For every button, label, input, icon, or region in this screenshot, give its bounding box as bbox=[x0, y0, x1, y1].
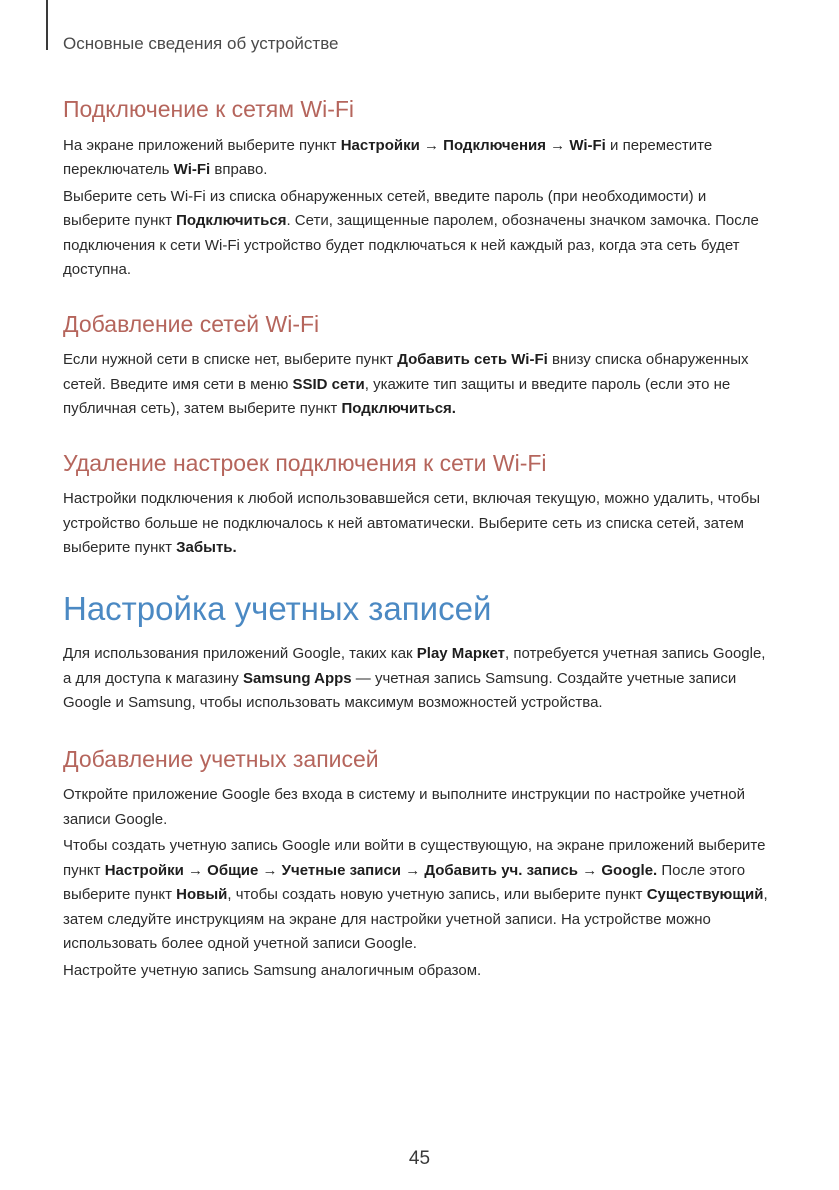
paragraph-wifi-connect-1 bbox=[63, 134, 775, 183]
text: внизу списка обнаруженных сетей. Введите имя сети в меню bbox=[63, 351, 749, 393]
text: Настройки подключения к любой использовавшейся сети, включая текущую, можно удалить, чтобы устройство больше не подключалось к ней автоматически. Выберите сеть из списка сетей, затем выберите пункт bbox=[63, 490, 761, 557]
menu-term: Учетные записи bbox=[281, 861, 402, 879]
paragraph-wifi-forget-1 bbox=[63, 487, 775, 561]
arrow: → bbox=[183, 861, 208, 879]
text: , чтобы создать новую учетную запись, или выберите пункт bbox=[227, 886, 647, 904]
text: вправо. bbox=[210, 161, 268, 179]
menu-term: Play Маркет bbox=[416, 645, 505, 663]
text: Откройте приложение Google без входа в систему и выполните инструкции по настройке учетной записи Google. bbox=[63, 786, 745, 828]
arrow: → bbox=[545, 136, 570, 154]
arrow: → bbox=[419, 136, 444, 154]
menu-term: Google. bbox=[601, 861, 658, 879]
text: После этого выберите пункт bbox=[63, 861, 746, 904]
text: , укажите тип защиты и введите пароль (если это не публичная сеть), затем выберите пункт bbox=[63, 375, 731, 418]
text: . Сети, защищенные паролем, обозначены значком замочка. После подключения к сети Wi-Fi устройство будет подключаться к ней каждый раз, когда эта сеть будет доступна. bbox=[63, 212, 759, 279]
text: Настройте учетную запись Samsung аналогичным образом. bbox=[63, 961, 482, 979]
arrow: → bbox=[578, 861, 602, 879]
text: и переместите переключатель bbox=[63, 136, 713, 179]
heading-accounts-add: Добавление учетных записей bbox=[63, 745, 379, 772]
paragraph-accounts-1 bbox=[63, 642, 775, 716]
menu-term: Подключения bbox=[443, 136, 546, 154]
paragraph-wifi-connect-2 bbox=[63, 185, 775, 283]
menu-term: Wi-Fi bbox=[173, 161, 211, 179]
section-accounts bbox=[63, 589, 775, 716]
menu-term: Wi-Fi bbox=[569, 136, 606, 154]
text: , затем следуйте инструкциям на экране для настройки учетной записи. На устройстве можно использовать более одной учетной записи Google. bbox=[63, 886, 768, 953]
text: На экране приложений выберите пункт bbox=[63, 136, 341, 154]
text: Для использования приложений Google, таких как bbox=[63, 645, 417, 663]
menu-term: Новый bbox=[176, 886, 228, 904]
text: Чтобы создать учетную запись Google или войти в существующую, на экране приложений выберите пункт bbox=[63, 837, 766, 879]
text: Если нужной сети в списке нет, выберите пункт bbox=[63, 351, 398, 369]
header-rule bbox=[46, 0, 48, 50]
heading-wifi-forget: Удаление настроек подключения к сети Wi-Fi bbox=[63, 449, 547, 476]
paragraph-accounts-add-3 bbox=[63, 959, 775, 984]
menu-term: SSID сети bbox=[292, 375, 365, 393]
menu-term: Настройки bbox=[104, 861, 184, 879]
menu-term: Настройки bbox=[340, 136, 420, 154]
text: Выберите сеть Wi-Fi из списка обнаруженных сетей, введите пароль (при необходимости) и выберите пункт bbox=[63, 187, 707, 230]
menu-term: Общие bbox=[207, 861, 259, 879]
page-number: 45 bbox=[408, 1148, 431, 1169]
heading-wifi-add: Добавление сетей Wi-Fi bbox=[63, 310, 320, 337]
paragraph-accounts-add-2 bbox=[63, 834, 775, 957]
arrow: → bbox=[401, 861, 425, 879]
page-content bbox=[63, 96, 775, 1011]
arrow: → bbox=[258, 861, 282, 879]
chapter-heading-accounts: Настройка учетных записей bbox=[63, 589, 492, 627]
section-wifi-forget bbox=[63, 450, 775, 561]
menu-term: Забыть. bbox=[176, 539, 237, 557]
paragraph-wifi-add-1 bbox=[63, 348, 775, 422]
menu-term: Подключиться bbox=[176, 212, 287, 230]
text: , потребуется учетная запись Google, а для доступа к магазину bbox=[63, 645, 766, 687]
menu-term: Существующий bbox=[646, 886, 764, 904]
paragraph-accounts-add-1 bbox=[63, 783, 775, 832]
heading-wifi-connect: Подключение к сетям Wi-Fi bbox=[63, 96, 355, 122]
menu-term: Добавить уч. запись bbox=[424, 861, 579, 879]
text: — учетная запись Samsung. Создайте учетные записи Google и Samsung, чтобы использовать максимум возможностей устройства. bbox=[63, 669, 737, 712]
menu-term: Подключиться. bbox=[341, 400, 456, 418]
running-header: Основные сведения об устройстве bbox=[63, 34, 339, 53]
menu-term: Добавить сеть Wi-Fi bbox=[397, 351, 548, 369]
section-accounts-add bbox=[63, 746, 775, 984]
section-wifi-add bbox=[63, 311, 775, 422]
section-wifi-connect bbox=[63, 96, 775, 283]
menu-term: Samsung Apps bbox=[242, 669, 352, 687]
